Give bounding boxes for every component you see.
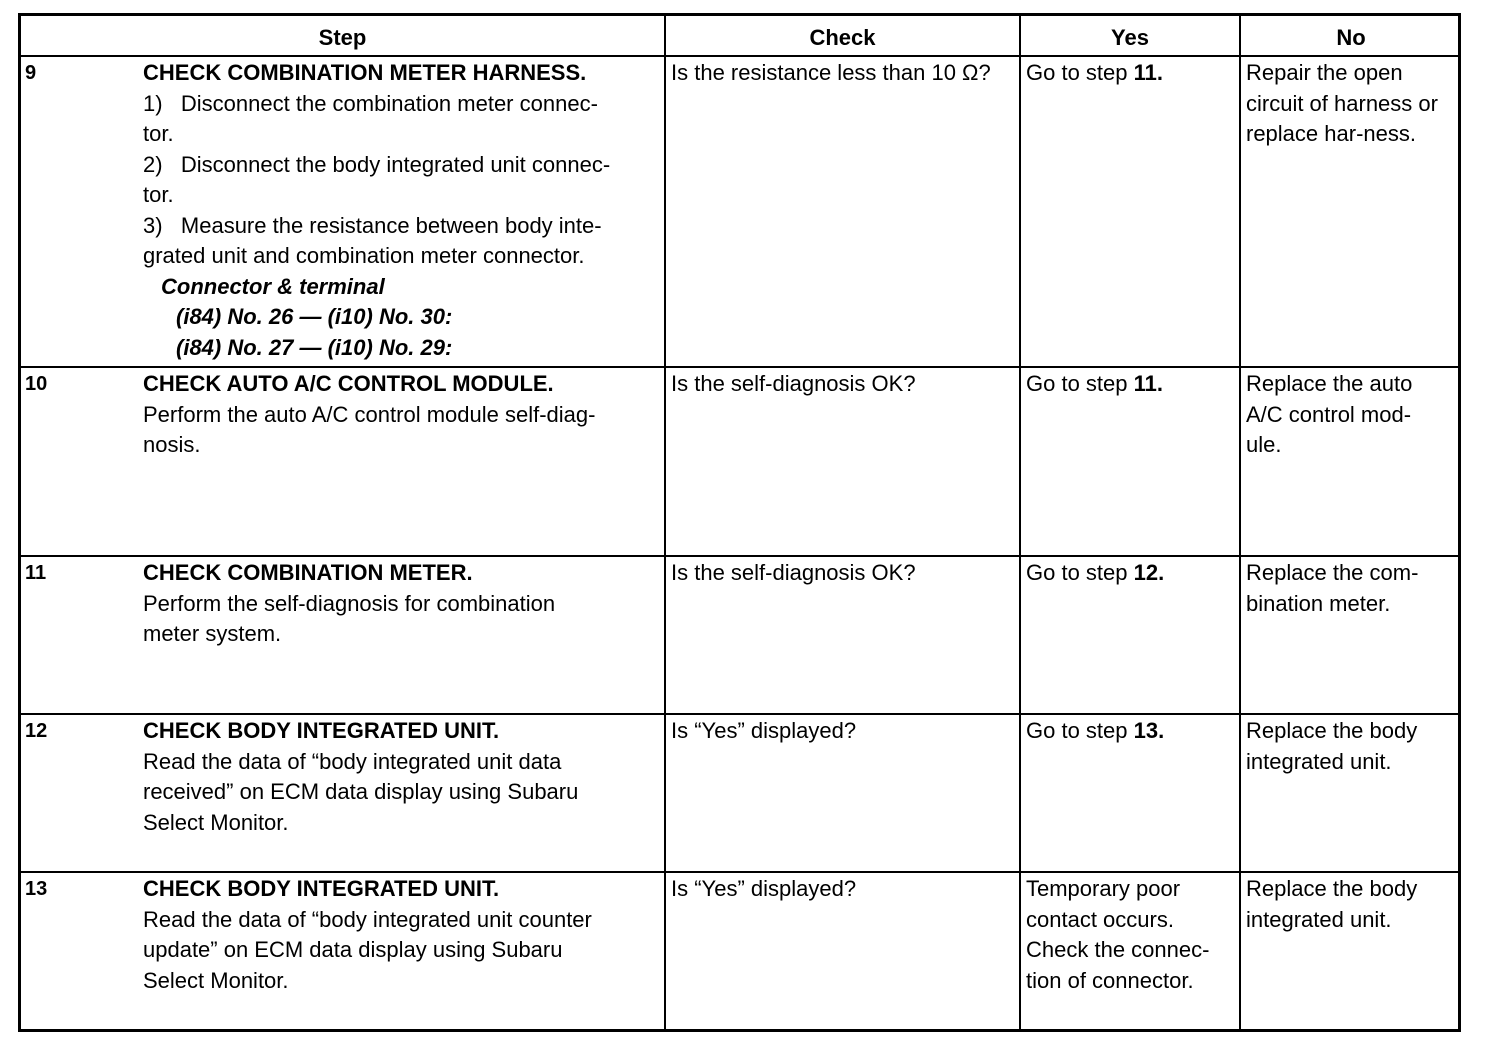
step-title: CHECK AUTO A/C CONTROL MODULE. (143, 371, 554, 396)
step-line: Perform the self-diagnosis for combination (143, 590, 556, 616)
row-divider (21, 713, 1458, 715)
check-text: Is the resistance less than 10 Ω? (671, 60, 991, 85)
check-text: Is the self-diagnosis OK? (671, 560, 916, 585)
row-divider (21, 555, 1458, 557)
step-line: received” on ECM data display using Subaru (143, 779, 579, 804)
header-check: Check (809, 25, 876, 50)
step-number: 9 (25, 62, 37, 84)
step-number: 13 (25, 878, 48, 900)
step-line: 1) Disconnect the combination meter connec- (143, 90, 598, 116)
yes-step-ref: 12. (1133, 560, 1165, 585)
column-divider (664, 16, 666, 1029)
diagnostic-table (18, 13, 1461, 1032)
no-text: Replace the auto A/C control mod-ule. (1246, 371, 1413, 457)
column-divider (1239, 16, 1241, 1029)
step-description (143, 558, 663, 650)
column-divider (1019, 16, 1021, 1029)
step-number: 11 (25, 562, 47, 584)
check-text: Is “Yes” displayed? (671, 718, 857, 743)
header-no: No (1336, 25, 1366, 50)
terminal-spec: (i84) No. 26 — (i10) No. 30: (176, 304, 453, 329)
step-description (143, 874, 663, 996)
step-description (143, 58, 663, 363)
step-line: Read the data of “body integrated unit counter (143, 906, 592, 932)
yes-step-ref: 11. (1133, 60, 1163, 85)
step-line: Select Monitor. (143, 967, 289, 993)
check-text: Is “Yes” displayed? (671, 876, 857, 901)
step-title: CHECK COMBINATION METER. (143, 560, 473, 585)
step-line: nosis. (143, 432, 201, 457)
step-line: meter system. (143, 621, 282, 646)
step-line: tor. (143, 182, 174, 207)
yes-text (1026, 558, 1164, 589)
yes-prefix: Go to step (1026, 60, 1134, 85)
connector-terminal-label: Connector & terminal (161, 273, 385, 299)
no-text: Repair the open circuit of harness or replace har-ness. (1246, 60, 1438, 146)
yes-prefix: Go to step (1026, 371, 1134, 396)
row-divider (21, 366, 1458, 368)
terminal-spec: (i84) No. 27 — (i10) No. 29: (176, 334, 453, 360)
step-title: CHECK COMBINATION METER HARNESS. (143, 60, 587, 85)
step-title: CHECK BODY INTEGRATED UNIT. (143, 876, 500, 901)
step-line: Select Monitor. (143, 809, 289, 835)
check-text: Is the self-diagnosis OK? (671, 371, 916, 396)
step-line: Perform the auto A/C control module self-diag- (143, 401, 596, 427)
yes-text: Temporary poor contact occurs. Check the connec-tion of connector. (1026, 876, 1210, 993)
yes-step-ref: 13. (1133, 718, 1165, 743)
no-text: Replace the body integrated unit. (1246, 876, 1418, 932)
no-text: Replace the com-bination meter. (1246, 560, 1419, 616)
step-line: Read the data of “body integrated unit data (143, 748, 562, 774)
header-step: Step (318, 25, 367, 50)
yes-prefix: Go to step (1026, 560, 1134, 585)
step-line: grated unit and combination meter connector. (143, 243, 585, 268)
step-line: update” on ECM data display using Subaru (143, 937, 563, 962)
step-line: tor. (143, 121, 174, 146)
yes-prefix: Go to step (1026, 718, 1134, 743)
header-yes: Yes (1111, 25, 1149, 50)
yes-text (1026, 369, 1163, 400)
step-line: 3) Measure the resistance between body inte- (143, 212, 602, 238)
step-description (143, 369, 663, 461)
yes-step-ref: 11. (1133, 371, 1163, 396)
step-line: 2) Disconnect the body integrated unit connec- (143, 151, 611, 177)
yes-text (1026, 716, 1164, 747)
step-title: CHECK BODY INTEGRATED UNIT. (143, 718, 500, 743)
step-number: 10 (25, 373, 48, 395)
row-divider (21, 871, 1458, 873)
yes-text (1026, 58, 1163, 89)
step-description (143, 716, 663, 838)
no-text: Replace the body integrated unit. (1246, 718, 1418, 774)
step-number: 12 (25, 720, 48, 742)
